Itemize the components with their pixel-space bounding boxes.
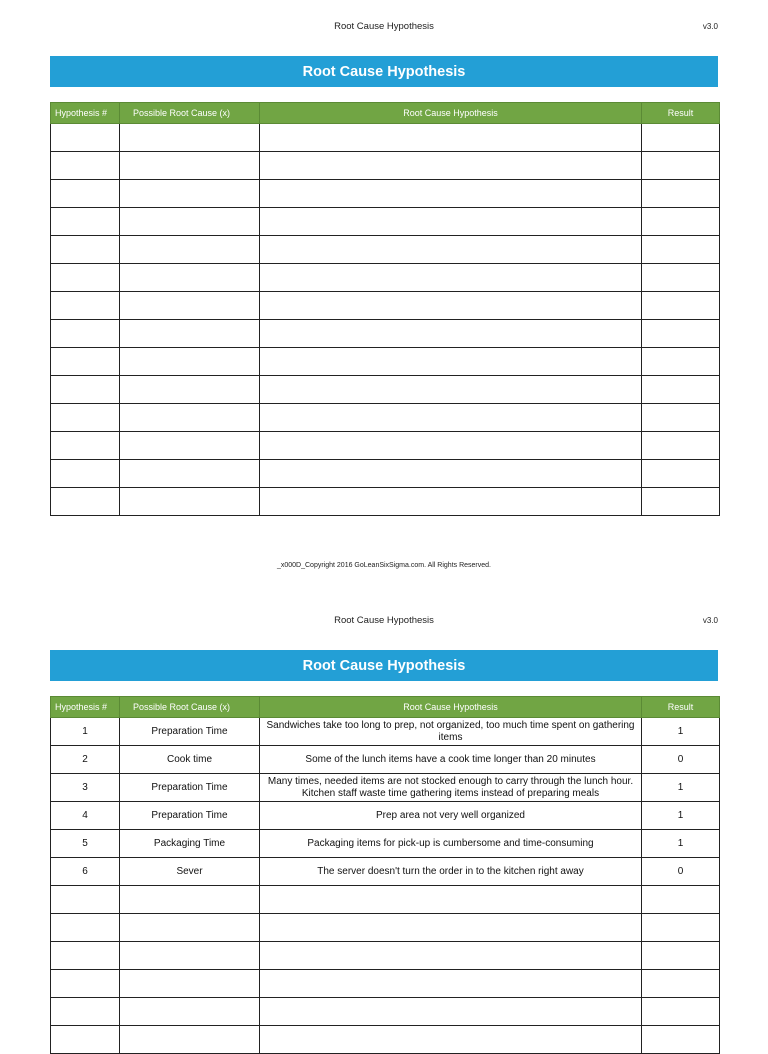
cell-result: 1 — [642, 830, 720, 858]
table-row — [51, 1026, 720, 1054]
cell-root-cause-hypothesis: Prep area not very well organized — [260, 802, 642, 830]
cell-hypothesis-number — [51, 942, 120, 970]
table-row — [51, 432, 720, 460]
cell-root-cause-hypothesis: Sandwiches take too long to prep, not organized, too much time spent on gathering items — [260, 718, 642, 746]
cell-hypothesis-number: 3 — [51, 774, 120, 802]
cell-hypothesis-number — [51, 152, 120, 180]
cell-possible-root-cause: Preparation Time — [120, 718, 260, 746]
cell-possible-root-cause — [120, 998, 260, 1026]
table-row — [51, 124, 720, 152]
cell-root-cause-hypothesis: The server doesn't turn the order in to the kitchen right away — [260, 858, 642, 886]
cell-root-cause-hypothesis — [260, 886, 642, 914]
cell-possible-root-cause: Cook time — [120, 746, 260, 774]
cell-possible-root-cause: Preparation Time — [120, 802, 260, 830]
cell-root-cause-hypothesis — [260, 432, 642, 460]
cell-possible-root-cause — [120, 886, 260, 914]
cell-possible-root-cause — [120, 914, 260, 942]
cell-possible-root-cause — [120, 942, 260, 970]
cell-hypothesis-number — [51, 376, 120, 404]
cell-hypothesis-number — [51, 886, 120, 914]
cell-root-cause-hypothesis — [260, 460, 642, 488]
cell-root-cause-hypothesis — [260, 1026, 642, 1054]
table-row — [51, 264, 720, 292]
cell-possible-root-cause — [120, 124, 260, 152]
cell-result — [642, 432, 720, 460]
cell-possible-root-cause — [120, 970, 260, 998]
cell-result: 1 — [642, 718, 720, 746]
cell-possible-root-cause — [120, 320, 260, 348]
table-row — [51, 376, 720, 404]
cell-root-cause-hypothesis — [260, 208, 642, 236]
cell-result — [642, 376, 720, 404]
table-row — [51, 858, 720, 886]
cell-possible-root-cause — [120, 488, 260, 516]
cell-root-cause-hypothesis — [260, 488, 642, 516]
hypothesis-table — [50, 102, 720, 516]
cell-possible-root-cause — [120, 208, 260, 236]
section-banner: Root Cause Hypothesis — [50, 56, 718, 87]
cell-result — [642, 264, 720, 292]
cell-possible-root-cause: Preparation Time — [120, 774, 260, 802]
table-row — [51, 774, 720, 802]
table-row — [51, 348, 720, 376]
cell-result: 0 — [642, 858, 720, 886]
cell-hypothesis-number — [51, 914, 120, 942]
cell-root-cause-hypothesis: Many times, needed items are not stocked enough to carry through the lunch hour. Kitchen staff waste time gathering items instead of preparing meals — [260, 774, 642, 802]
cell-hypothesis-number — [51, 320, 120, 348]
column-header-hypothesis-number: Hypothesis # — [51, 103, 120, 124]
cell-result — [642, 914, 720, 942]
cell-root-cause-hypothesis — [260, 404, 642, 432]
cell-hypothesis-number: 5 — [51, 830, 120, 858]
column-header-result: Result — [642, 697, 720, 718]
cell-root-cause-hypothesis: Some of the lunch items have a cook time longer than 20 minutes — [260, 746, 642, 774]
cell-root-cause-hypothesis — [260, 320, 642, 348]
table-header-row — [51, 697, 720, 718]
table-row — [51, 292, 720, 320]
cell-result: 0 — [642, 746, 720, 774]
cell-result — [642, 320, 720, 348]
page-header-title: Root Cause Hypothesis — [334, 615, 434, 626]
cell-possible-root-cause — [120, 376, 260, 404]
cell-root-cause-hypothesis — [260, 152, 642, 180]
cell-possible-root-cause — [120, 236, 260, 264]
cell-hypothesis-number: 2 — [51, 746, 120, 774]
cell-root-cause-hypothesis — [260, 376, 642, 404]
cell-result — [642, 124, 720, 152]
cell-possible-root-cause — [120, 264, 260, 292]
column-header-result: Result — [642, 103, 720, 124]
table-row — [51, 886, 720, 914]
cell-possible-root-cause — [120, 460, 260, 488]
page-header-title: Root Cause Hypothesis — [334, 21, 434, 32]
cell-possible-root-cause: Packaging Time — [120, 830, 260, 858]
cell-hypothesis-number — [51, 208, 120, 236]
cell-result — [642, 292, 720, 320]
table-row — [51, 942, 720, 970]
cell-root-cause-hypothesis — [260, 942, 642, 970]
table-row — [51, 998, 720, 1026]
cell-hypothesis-number — [51, 292, 120, 320]
cell-possible-root-cause: Sever — [120, 858, 260, 886]
cell-possible-root-cause — [120, 1026, 260, 1054]
cell-result — [642, 998, 720, 1026]
table-row — [51, 460, 720, 488]
table-row — [51, 404, 720, 432]
cell-hypothesis-number — [51, 998, 120, 1026]
cell-hypothesis-number — [51, 348, 120, 376]
cell-hypothesis-number — [51, 180, 120, 208]
cell-possible-root-cause — [120, 180, 260, 208]
cell-result: 1 — [642, 802, 720, 830]
cell-result — [642, 488, 720, 516]
cell-possible-root-cause — [120, 432, 260, 460]
copyright-footer: _x000D_Copyright 2016 GoLeanSixSigma.com. All Rights Reserved. — [276, 562, 491, 569]
cell-root-cause-hypothesis — [260, 236, 642, 264]
table-row — [51, 320, 720, 348]
cell-hypothesis-number: 1 — [51, 718, 120, 746]
cell-result — [642, 208, 720, 236]
table-row — [51, 180, 720, 208]
cell-result — [642, 404, 720, 432]
table-row — [51, 208, 720, 236]
cell-hypothesis-number — [51, 460, 120, 488]
cell-result — [642, 460, 720, 488]
table-row — [51, 830, 720, 858]
cell-hypothesis-number — [51, 404, 120, 432]
cell-root-cause-hypothesis — [260, 970, 642, 998]
cell-hypothesis-number — [51, 264, 120, 292]
table-row — [51, 970, 720, 998]
column-header-root-cause-hypothesis: Root Cause Hypothesis — [260, 103, 642, 124]
cell-result — [642, 152, 720, 180]
cell-root-cause-hypothesis — [260, 292, 642, 320]
cell-root-cause-hypothesis — [260, 914, 642, 942]
cell-root-cause-hypothesis — [260, 348, 642, 376]
cell-root-cause-hypothesis — [260, 264, 642, 292]
cell-result — [642, 1026, 720, 1054]
table-row — [51, 718, 720, 746]
table-row — [51, 488, 720, 516]
cell-result — [642, 970, 720, 998]
cell-root-cause-hypothesis — [260, 180, 642, 208]
table-row — [51, 236, 720, 264]
page-header-version: v3.0 — [702, 22, 718, 31]
cell-hypothesis-number: 4 — [51, 802, 120, 830]
cell-hypothesis-number: 6 — [51, 858, 120, 886]
cell-result — [642, 348, 720, 376]
cell-possible-root-cause — [120, 404, 260, 432]
cell-result — [642, 942, 720, 970]
cell-result — [642, 886, 720, 914]
cell-result — [642, 180, 720, 208]
column-header-root-cause-hypothesis: Root Cause Hypothesis — [260, 697, 642, 718]
column-header-possible-root-cause: Possible Root Cause (x) — [120, 103, 260, 124]
cell-possible-root-cause — [120, 152, 260, 180]
cell-possible-root-cause — [120, 292, 260, 320]
cell-result: 1 — [642, 774, 720, 802]
cell-hypothesis-number — [51, 970, 120, 998]
cell-root-cause-hypothesis — [260, 998, 642, 1026]
table-row — [51, 746, 720, 774]
cell-root-cause-hypothesis: Packaging items for pick-up is cumbersome and time-consuming — [260, 830, 642, 858]
hypothesis-table — [50, 696, 720, 1054]
table-row — [51, 802, 720, 830]
cell-result — [642, 236, 720, 264]
cell-root-cause-hypothesis — [260, 124, 642, 152]
page-header-version: v3.0 — [702, 616, 718, 625]
table-row — [51, 914, 720, 942]
column-header-hypothesis-number: Hypothesis # — [51, 697, 120, 718]
table-row — [51, 152, 720, 180]
cell-hypothesis-number — [51, 236, 120, 264]
table-header-row — [51, 103, 720, 124]
column-header-possible-root-cause: Possible Root Cause (x) — [120, 697, 260, 718]
cell-possible-root-cause — [120, 348, 260, 376]
cell-hypothesis-number — [51, 432, 120, 460]
cell-hypothesis-number — [51, 124, 120, 152]
section-banner: Root Cause Hypothesis — [50, 650, 718, 681]
cell-hypothesis-number — [51, 1026, 120, 1054]
cell-hypothesis-number — [51, 488, 120, 516]
